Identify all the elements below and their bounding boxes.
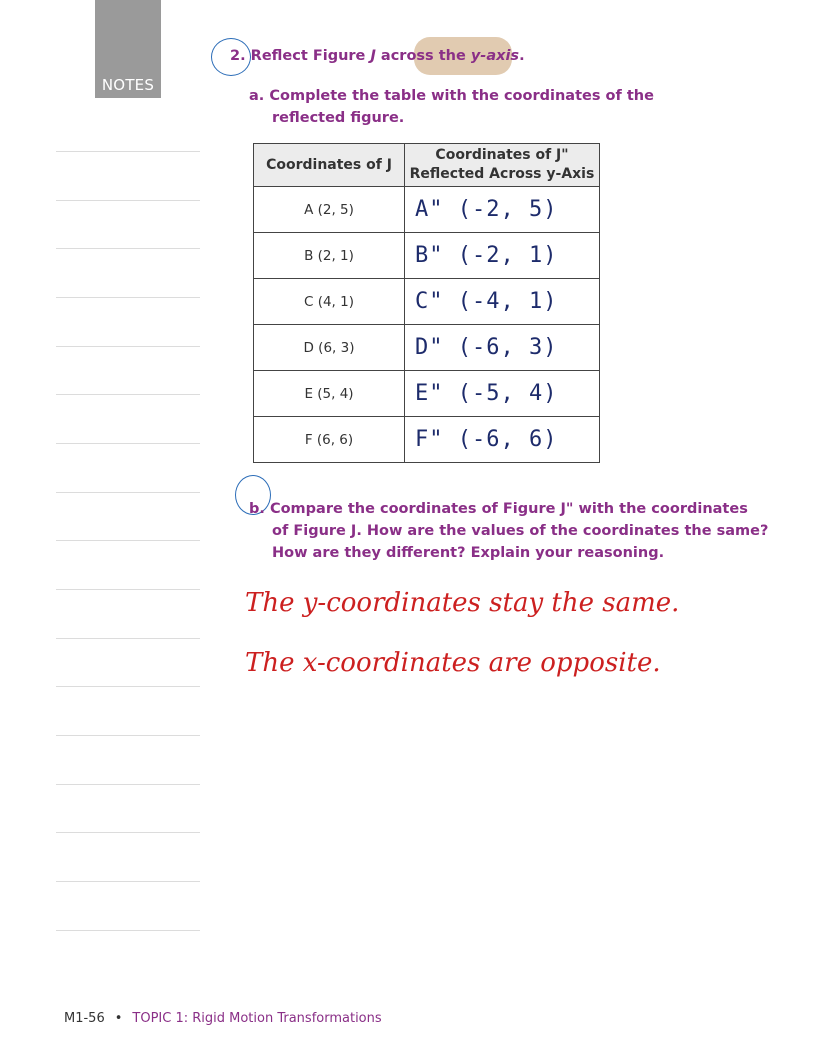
notes-line [56, 589, 200, 590]
notes-line [56, 540, 200, 541]
original-coordinate: C (4, 1) [254, 279, 405, 325]
notes-line [56, 346, 200, 347]
table-row [254, 233, 600, 279]
question-end: . [519, 48, 525, 64]
original-coordinate: F (6, 6) [254, 417, 405, 463]
part-a-prompt [249, 85, 654, 129]
notes-line [56, 492, 200, 493]
notes-line [56, 297, 200, 298]
handwritten-answer-line2: The x-coordinates are opposite. [245, 648, 661, 678]
reflected-coordinate-handwritten: E" (-5, 4) [405, 371, 600, 417]
part-a-line2: reflected figure. [272, 110, 405, 126]
page-footer [64, 1011, 382, 1026]
reflected-coordinate-handwritten: C" (-4, 1) [405, 279, 600, 325]
question-text-after: across the [375, 48, 471, 64]
notes-line [56, 638, 200, 639]
notes-line [56, 784, 200, 785]
figure-name: J [370, 48, 376, 64]
notes-line [56, 443, 200, 444]
table-row [254, 417, 600, 463]
part-b-prompt [249, 498, 768, 564]
topic-title: TOPIC 1: Rigid Motion Transformations [132, 1011, 382, 1026]
original-coordinate: E (5, 4) [254, 371, 405, 417]
notes-line [56, 686, 200, 687]
part-b-letter: b. [249, 501, 265, 517]
original-coordinate: B (2, 1) [254, 233, 405, 279]
notes-line [56, 930, 200, 931]
header-reflected [405, 144, 600, 187]
reflected-coordinate-handwritten: A" (-2, 5) [405, 187, 600, 233]
question-2-prompt [230, 45, 525, 67]
question-text-before: Reflect Figure [250, 48, 371, 64]
coordinates-table [253, 143, 600, 463]
table-row [254, 325, 600, 371]
table-row [254, 371, 600, 417]
part-a-letter: a. [249, 88, 265, 104]
notes-line [56, 735, 200, 736]
header-reflected-line2: Reflected Across y-Axis [409, 166, 595, 182]
notes-tab [95, 0, 161, 98]
part-b-line1: Compare the coordinates of Figure J" with the coordinates [269, 501, 748, 517]
original-coordinate: A (2, 5) [254, 187, 405, 233]
axis-name: y-axis [470, 48, 520, 64]
question-number: 2. [230, 48, 246, 64]
notes-line [56, 881, 200, 882]
notes-line [56, 832, 200, 833]
table-row [254, 279, 600, 325]
part-b-line3: How are they different? Explain your reasoning. [272, 545, 665, 561]
notes-line [56, 151, 200, 152]
notes-line [56, 248, 200, 249]
header-coordinates-j: Coordinates of J [254, 144, 405, 187]
reflected-coordinate-handwritten: D" (-6, 3) [405, 325, 600, 371]
part-a-line1: Complete the table with the coordinates of the [269, 88, 654, 104]
notes-label: NOTES [101, 76, 155, 94]
reflected-coordinate-handwritten: F" (-6, 6) [405, 417, 600, 463]
part-b-line2: of Figure J. How are the values of the coordinates the same? [272, 523, 769, 539]
reflected-coordinate-handwritten: B" (-2, 1) [405, 233, 600, 279]
footer-bullet: • [114, 1011, 123, 1026]
table-header-row [254, 144, 600, 187]
handwritten-answer-line1: The y-coordinates stay the same. [245, 588, 680, 618]
original-coordinate: D (6, 3) [254, 325, 405, 371]
notes-line [56, 200, 200, 201]
page-number: M1-56 [64, 1011, 105, 1026]
header-reflected-line1: Coordinates of J" [435, 147, 569, 163]
table-row [254, 187, 600, 233]
notes-line [56, 394, 200, 395]
